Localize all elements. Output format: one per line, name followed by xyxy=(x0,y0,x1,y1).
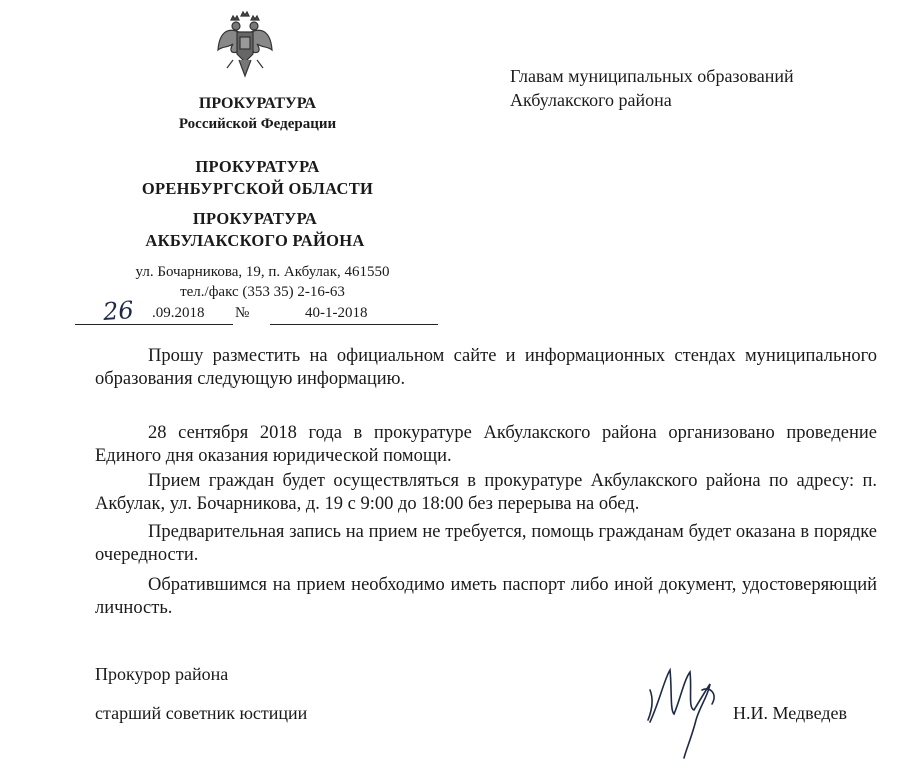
org1-subtitle: Российской Федерации xyxy=(178,116,337,132)
registration-number-sign: № xyxy=(235,305,250,321)
body-paragraph-2 xyxy=(95,422,877,468)
russian-coat-of-arms-icon xyxy=(215,10,275,82)
handwritten-signature xyxy=(640,650,730,760)
letterhead-block-1 xyxy=(120,94,395,134)
body-paragraph-4 xyxy=(95,521,877,567)
body-paragraph-5 xyxy=(95,574,877,620)
org1-title: ПРОКУРАТУРА xyxy=(198,95,317,112)
addressee xyxy=(510,64,794,112)
org2-line2: ОРЕНБУРГСКОЙ ОБЛАСТИ xyxy=(141,179,374,198)
org3-line2: АКБУЛАКСКОГО РАЙОНА xyxy=(145,231,365,250)
body-paragraph-1 xyxy=(95,345,877,391)
addressee-line1: Главам муниципальных образований xyxy=(510,66,794,86)
paragraph-text: Предварительная запись на прием не требуется, помощь гражданам будет оказана в порядке очередности. xyxy=(95,522,877,565)
number-underline xyxy=(270,324,438,325)
letterhead-contacts xyxy=(90,262,435,302)
registration-number: 40-1-2018 xyxy=(305,305,368,321)
paragraph-text: Прошу разместить на официальном сайте и информационных стендах муниципального образования следующую информацию. xyxy=(95,346,877,389)
paragraph-text: Обратившимся на прием необходимо иметь паспорт либо иной документ, удостоверяющий личность. xyxy=(95,575,877,618)
registration-day-handwritten: 26 xyxy=(102,295,135,327)
addressee-line2: Акбулакского района xyxy=(510,90,672,110)
org2-line1: ПРОКУРАТУРА xyxy=(195,157,320,176)
body-paragraph-3 xyxy=(95,470,877,516)
letterhead-block-2 xyxy=(110,156,405,200)
letterhead-phone: тел./факс (353 35) 2-16-63 xyxy=(180,284,345,300)
registration-date: .09.2018 xyxy=(152,305,205,321)
signer-position: Прокурор района xyxy=(95,664,229,684)
letterhead-block-3 xyxy=(120,208,390,252)
signer-name: Н.И. Медведев xyxy=(733,703,847,723)
registration-line xyxy=(75,295,445,327)
letterhead-address: ул. Бочарникова, 19, п. Акбулак, 461550 xyxy=(135,264,390,280)
signer-rank: старший советник юстиции xyxy=(95,703,308,723)
org3-line1: ПРОКУРАТУРА xyxy=(192,209,318,228)
date-underline xyxy=(75,324,233,325)
paragraph-text: 28 сентября 2018 года в прокуратуре Акбулакского района организовано проведение Единого дня оказания юридической помощи. xyxy=(95,423,877,466)
paragraph-text: Прием граждан будет осуществляться в прокуратуре Акбулакского района по адресу: п. Акбулак, ул. Бочарникова, д. 19 с 9:00 до 18:00 без перерыва на обед. xyxy=(95,471,877,514)
